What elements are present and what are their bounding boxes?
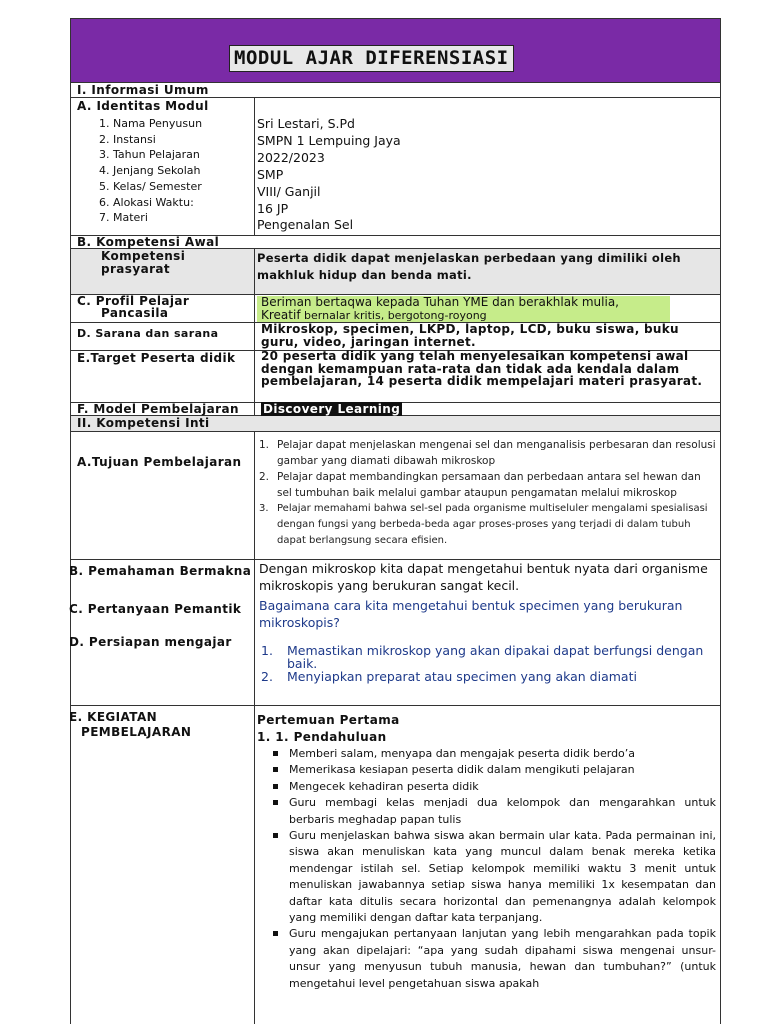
row-kegiatan [71, 706, 720, 1024]
tujuan-item: 2. Pelajar dapat membandingkan persamaan dan perbedaan antara sel hewan dan sel tumbuhan baik melalui gambar ataupun pengamatan melalui mikroskop [259, 471, 701, 499]
sarana-value-cell [255, 323, 720, 350]
profil-value-cell [255, 295, 720, 322]
kegiatan-value-cell [255, 706, 720, 1024]
row-tujuan [71, 432, 720, 560]
kegiatan-subheading: 1. 1. Pendahuluan [257, 730, 387, 744]
header-banner [71, 19, 720, 83]
pemahaman-label-cell [71, 560, 255, 598]
kegiatan-label-2: PEMBELAJARAN [81, 725, 192, 739]
identitas-item-list [99, 116, 202, 226]
tujuan-label-cell [71, 432, 255, 559]
profil-label-cell [71, 295, 255, 322]
kegiatan-bullet: Guru mengajukan pertanyaan lanjutan yang lebih mengarahkan pada topik yang akan dipelajari: “apa yang sudah dipahami siswa mengenai unsur-unsur yang menyusun tubuh manusia, hewan dan tumbuhan?” (untuk mengetahui level pengetahuan siswa apakah [255, 926, 720, 992]
kegiatan-label-cell [71, 706, 255, 1024]
profil-value-2: Kreatif bernalar kritis, bergotong-royong [261, 308, 487, 322]
identitas-item: 1. Nama Penyusun [99, 117, 203, 130]
persiapan-item: 1. Memastikan mikroskop yang akan dipakai dapat berfungsi dengan baik. [261, 643, 704, 671]
pemahaman-label: B. Pemahaman Bermakna [69, 564, 252, 578]
persiapan-value-cell [255, 634, 720, 705]
prasyarat-label-1: Kompetensi [101, 249, 186, 263]
identitas-value-list [257, 116, 401, 234]
sarana-label: D. Sarana dan sarana [77, 327, 219, 340]
identitas-item: 5. Kelas/ Semester [99, 179, 202, 193]
sarana-label-cell [71, 323, 255, 350]
target-label: E.Target Peserta didik [77, 351, 236, 365]
identitas-item: 6. Alokasi Waktu: [99, 195, 194, 209]
persiapan-label: D. Persiapan mengajar [69, 635, 232, 649]
kegiatan-bullet: Guru menjelaskan bahwa siswa akan bermain ular kata. Pada permainan ini, siswa akan menuliskan kata yang muncul dalam benak mereka ketika mendengar istilah sel. Setiap kelompok memiliki waktu 3 menit untuk menuliskan jawabannya setiap siswa hanya memiliki 1x kesempatan dan daftar kata ditulis secara horizontal dan pemenangnya adalah kelompok yang memiliki dengan daftar kata terpanjang. [255, 828, 720, 926]
persiapan-item: 2. Menyiapkan preparat atau specimen yang akan diamati [261, 669, 637, 684]
row-kompetensi-prasyarat [71, 249, 720, 295]
prasyarat-value: Peserta didik dapat menjelaskan perbedaan yang dimiliki oleh makhluk hidup dan benda mati. [257, 251, 681, 282]
row-target [71, 351, 720, 403]
prasyarat-label-cell [71, 249, 255, 294]
kegiatan-bullet: Mengecek kehadiran peserta didik [255, 779, 720, 795]
row-model [71, 403, 720, 416]
kegiatan-pertemuan: Pertemuan Pertama [257, 713, 400, 727]
pemahaman-value: Dengan mikroskop kita dapat mengetahui bentuk nyata dari organisme mikroskopis yang berukuran sangat kecil. [259, 561, 708, 593]
row-kompetensi-awal [71, 236, 720, 249]
model-value-cell [255, 403, 720, 415]
identitas-value: SMP [257, 166, 284, 182]
row-pemahaman [71, 560, 720, 598]
kegiatan-bullet: Guru membagi kelas menjadi dua kelompok dan mengarahkan untuk berbaris meghadap papan tulis [255, 795, 720, 828]
tujuan-list [259, 437, 716, 549]
identitas-value: SMPN 1 Lempuing Jaya [257, 132, 401, 148]
kegiatan-bullet-list [255, 746, 720, 992]
row-sarana [71, 323, 720, 351]
identitas-value: VIII/ Ganjil [257, 183, 321, 199]
row-pertanyaan [71, 598, 720, 634]
identitas-value: 2022/2023 [257, 149, 325, 165]
row-kompetensi-inti [71, 416, 720, 432]
kegiatan-bullet: Memerikasa kesiapan peserta didik dalam mengikuti pelajaran [255, 762, 720, 778]
profil-label-1: C. Profil Pelajar [77, 294, 190, 308]
identitas-value: Sri Lestari, S.Pd [257, 116, 355, 131]
pertanyaan-label-cell [71, 598, 255, 634]
profil-value-1: Beriman bertaqwa kepada Tuhan YME dan berakhlak mulia, [261, 295, 619, 309]
identitas-value-cell [255, 98, 720, 235]
kegiatan-label-1: E. KEGIATAN [69, 710, 158, 724]
row-profil-pelajar [71, 295, 720, 323]
target-value-cell [255, 351, 720, 402]
pertanyaan-label: C. Pertanyaan Pemantik [69, 602, 242, 616]
row-identitas-modul [71, 98, 720, 236]
module-title: MODUL AJAR DIFERENSIASI [229, 45, 514, 72]
prasyarat-label-2: prasyarat [101, 262, 171, 276]
pemahaman-value-cell [255, 560, 720, 598]
tujuan-item: 3. Pelajar memahami bahwa sel-sel pada organisme multiseluler mengalami spesialisasi dengan fungsi yang berbeda-beda agar proses-proses yang terjadi di dalam tubuh dapat berlangsung secara efisien. [259, 503, 708, 546]
model-label-cell [71, 403, 255, 415]
sarana-value: Mikroskop, specimen, LKPD, laptop, LCD, buku siswa, buku guru, video, jaringan internet. [261, 322, 679, 349]
section-kompetensi-inti: II. Kompetensi Inti [77, 416, 210, 430]
kompetensi-awal-label: B. Kompetensi Awal [77, 235, 220, 249]
target-label-cell [71, 351, 255, 402]
section-informasi-umum: I. Informasi Umum [77, 83, 209, 97]
identitas-item: 7. Materi [99, 211, 148, 225]
row-persiapan [71, 634, 720, 706]
module-frame [70, 18, 721, 1024]
row-informasi-umum [71, 83, 720, 98]
persiapan-label-cell [71, 634, 255, 705]
tujuan-label: A.Tujuan Pembelajaran [77, 455, 242, 469]
pertanyaan-value-cell [255, 598, 720, 634]
kegiatan-bullet: Memberi salam, menyapa dan mengajak peserta didik berdo’a [255, 746, 720, 762]
target-value: 20 peserta didik yang telah menyelesaikan kompetensi awal dengan kemampuan rata-rata dan tidak ada kendala dalam pembelajaran, 14 peserta didik mempelajari materi prasyarat. [261, 349, 703, 388]
profil-label-2: Pancasila [101, 306, 169, 320]
persiapan-list [259, 644, 719, 684]
identitas-label: A. Identitas Modul [77, 99, 209, 113]
identitas-label-cell [71, 98, 255, 235]
identitas-item: 4. Jenjang Sekolah [99, 164, 201, 178]
identitas-item: 2. Instansi [99, 132, 156, 146]
prasyarat-value-cell [255, 249, 720, 294]
tujuan-item: 1. Pelajar dapat menjelaskan mengenai sel dan menganalisis perbesaran dan resolusi gambar yang diamati dibawah mikroskop [259, 439, 716, 467]
model-label: F. Model Pembelajaran [77, 402, 239, 416]
pertanyaan-value: Bagaimana cara kita mengetahui bentuk specimen yang berukuran mikroskopis? [259, 598, 683, 630]
tujuan-value-cell [255, 432, 720, 559]
identitas-value: Pengenalan Sel [257, 217, 354, 233]
identitas-item: 3. Tahun Pelajaran [99, 148, 200, 162]
model-value: Discovery Learning [263, 402, 401, 416]
identitas-value: 16 JP [257, 200, 289, 216]
